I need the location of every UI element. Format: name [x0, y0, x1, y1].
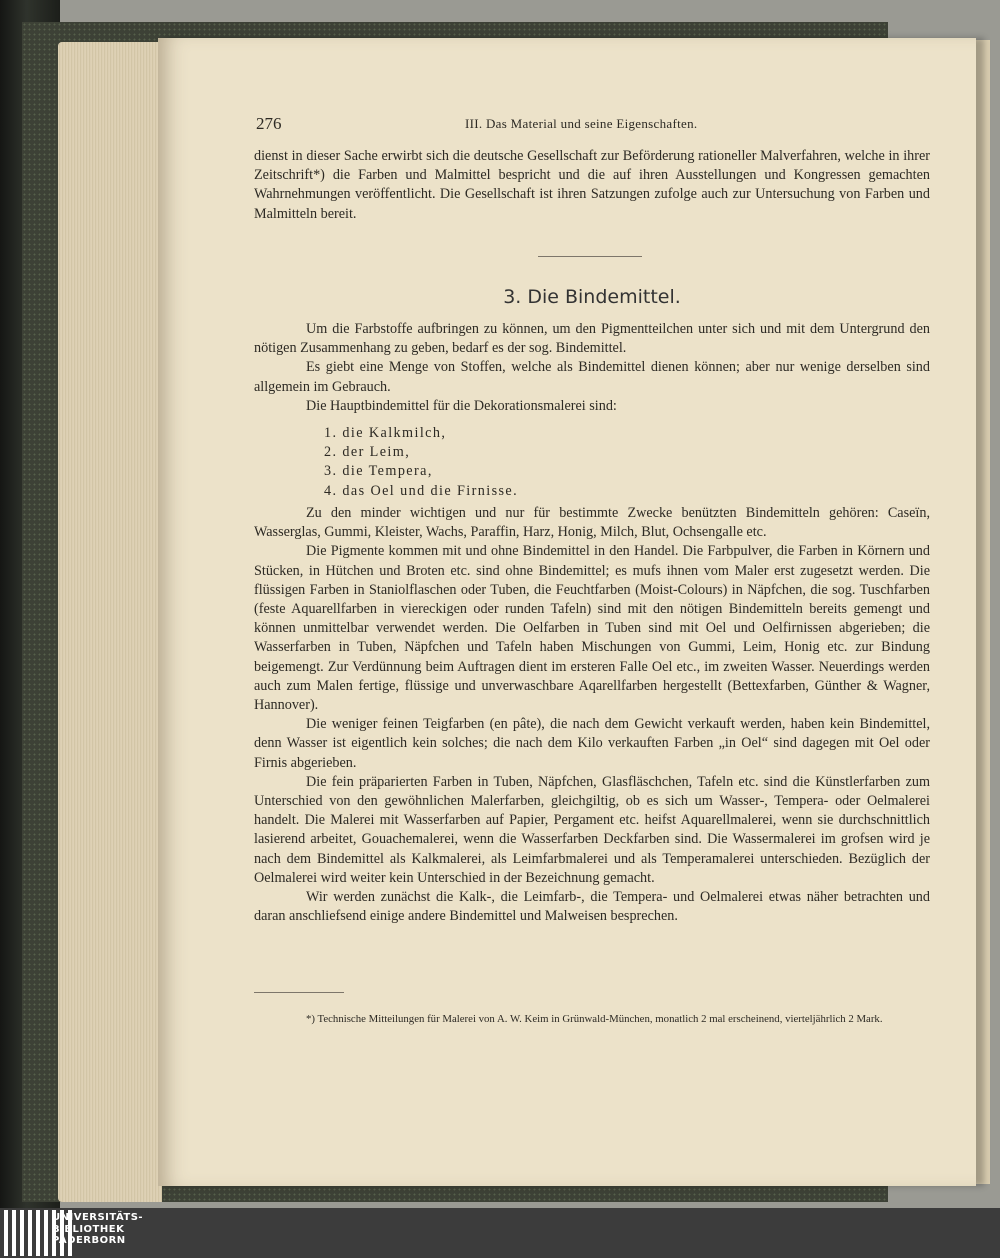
logo-line: PADERBORN: [52, 1235, 126, 1246]
paragraph: Zu den minder wichtigen und nur für bestimmte Zwecke benützten Bindemitteln gehören: Caseïn, Wasserglas, Gummi, Kleister, Wachs, Paraffin, Harz, Honig, Milch, Blut, Ochsengalle etc.: [254, 505, 930, 541]
paragraph: Die fein präparierten Farben in Tuben, Näpfchen, Glasfläschchen, Tafeln etc. sind die Künstlerfarben zum Unterschied von den gewöhnlichen Malerfarben, gleichgiltig, ob es sich um Wasser-, Tempera- oder Oelmalerei handelt. Die Malerei mit Wasserfarben auf Papier, Pergament etc. heifst Aquarellmalerei, wenn sie durchschnittlich lasierend arbeitet, Gouachemalerei, wenn die Wasserfarben Deckfarben sind. Die Wassermalerei im grofsen wird je nach dem Bindemittel als Kalkmalerei, als Leimfarbmalerei und als Temperamalerei unterschieden. Bezüglich der Oelmalerei wird weiter kein Unterschied in der Bezeichnung gemacht.: [254, 773, 930, 886]
section-divider: [538, 256, 642, 257]
footnote-text: *) Technische Mitteilungen für Malerei von A. W. Keim in Grünwald-München, monatlich 2 mal erscheinend, vierteljährlich 2 Mark.: [306, 1013, 883, 1025]
paragraphs-before-list: [254, 320, 930, 416]
logo-line: UNIVERSITÄTS-: [52, 1212, 144, 1223]
list-item: 1. die Kalkmilch,: [324, 425, 447, 441]
section-heading: 3. Die Bindemittel.: [503, 286, 681, 308]
paragraph: Wir werden zunächst die Kalk-, die Leimfarb-, die Tempera- und Oelmalerei etwas näher betrachten und daran anschliefsend einige andere Bindemittel und Malweisen besprechen.: [254, 889, 930, 925]
intro-paragraph: [254, 147, 930, 224]
list-item: 3. die Tempera,: [324, 463, 433, 480]
paragraph: Um die Farbstoffe aufbringen zu können, um den Pigmentteilchen unter sich und mit dem Untergrund den nötigen Zusammenhang zu geben, bedarf es der sog. Bindemittel.: [254, 321, 930, 357]
paragraph: Es giebt eine Menge von Stoffen, welche als Bindemittel dienen können; aber nur wenige derselben sind allgemein im Gebrauch.: [254, 359, 930, 395]
list-item: 4. das Oel und die Firnisse.: [324, 482, 519, 499]
footnote: [254, 1012, 930, 1028]
paragraph: Die Pigmente kommen mit und ohne Bindemittel in den Handel. Die Farbpulver, die Farben in Körnern und Stücken, in Hütchen und Broten etc. sind ohne Bindemittel; es mufs ihnen vom Maler erst zugesetzt werden. Die flüssigen Farben in Staniolflaschen oder Tuben, die Feuchtfarben (Moist-Colours) in Näpfchen, die sog. Tuschfarben (feste Aquarellfarben in viereckigen oder runden Tafeln) sind mit den nötigen Bindemitteln bereits gemengt und können unmittelbar verwendet werden. Die Oelfarben in Tuben sind mit Oel und Oelfirnissen abgerieben; die Wasserfarben in Tuben, Näpfchen und Tafeln haben Mischungen von Gummi, Leim, Honig etc. zur Bindung beigemengt. Zur Verdünnung beim Auftragen dient im ersteren Falle Oel etc., im zweiten Wasser. Neuerdings werden auch zum Malen fertige, flüssige und unverwaschbare Aqarellfarben hergestellt (Bettexfarben, Günther & Wagner, Hannover).: [254, 543, 930, 714]
running-title: III. Das Material und seine Eigenschaften.: [465, 116, 698, 131]
page-edges: [58, 42, 162, 1202]
footnote-rule: [254, 992, 344, 993]
library-logo-text: [52, 1212, 143, 1247]
paragraphs-after-list: [254, 504, 930, 926]
logo-line: BIBLIOTHEK: [52, 1223, 125, 1235]
paragraph: Die weniger feinen Teigfarben (en pâte), die nach dem Gewicht verkauft werden, haben kein Bindemittel, denn Wasser ist eigentlich kein solches; die nach dem Kilo verkauften Farben „in Oel“ sind dagegen mit Oel oder Firnis abgerieben.: [254, 716, 930, 771]
library-footer-band: [0, 1208, 1000, 1258]
page-number: 276: [256, 114, 282, 133]
paragraph: Die Hauptbindemittel für die Dekorationsmalerei sind:: [306, 397, 617, 414]
list-item: 2. der Leim,: [324, 444, 411, 461]
binder-list: [324, 424, 518, 501]
intro-text: dienst in dieser Sache erwirbt sich die deutsche Gesellschaft zur Beförderung rationeller Malverfahren, welche in ihrer Zeitschrift*) die Farben und Malmittel bespricht und die auf ihren Ausstellungen und Kongressen gemachten Wahrnehmungen veröffentlicht. Die Gesellschaft ist ihren Satzungen zufolge auch zur Untersuchung von Farben und Malmitteln bereit.: [254, 148, 930, 222]
